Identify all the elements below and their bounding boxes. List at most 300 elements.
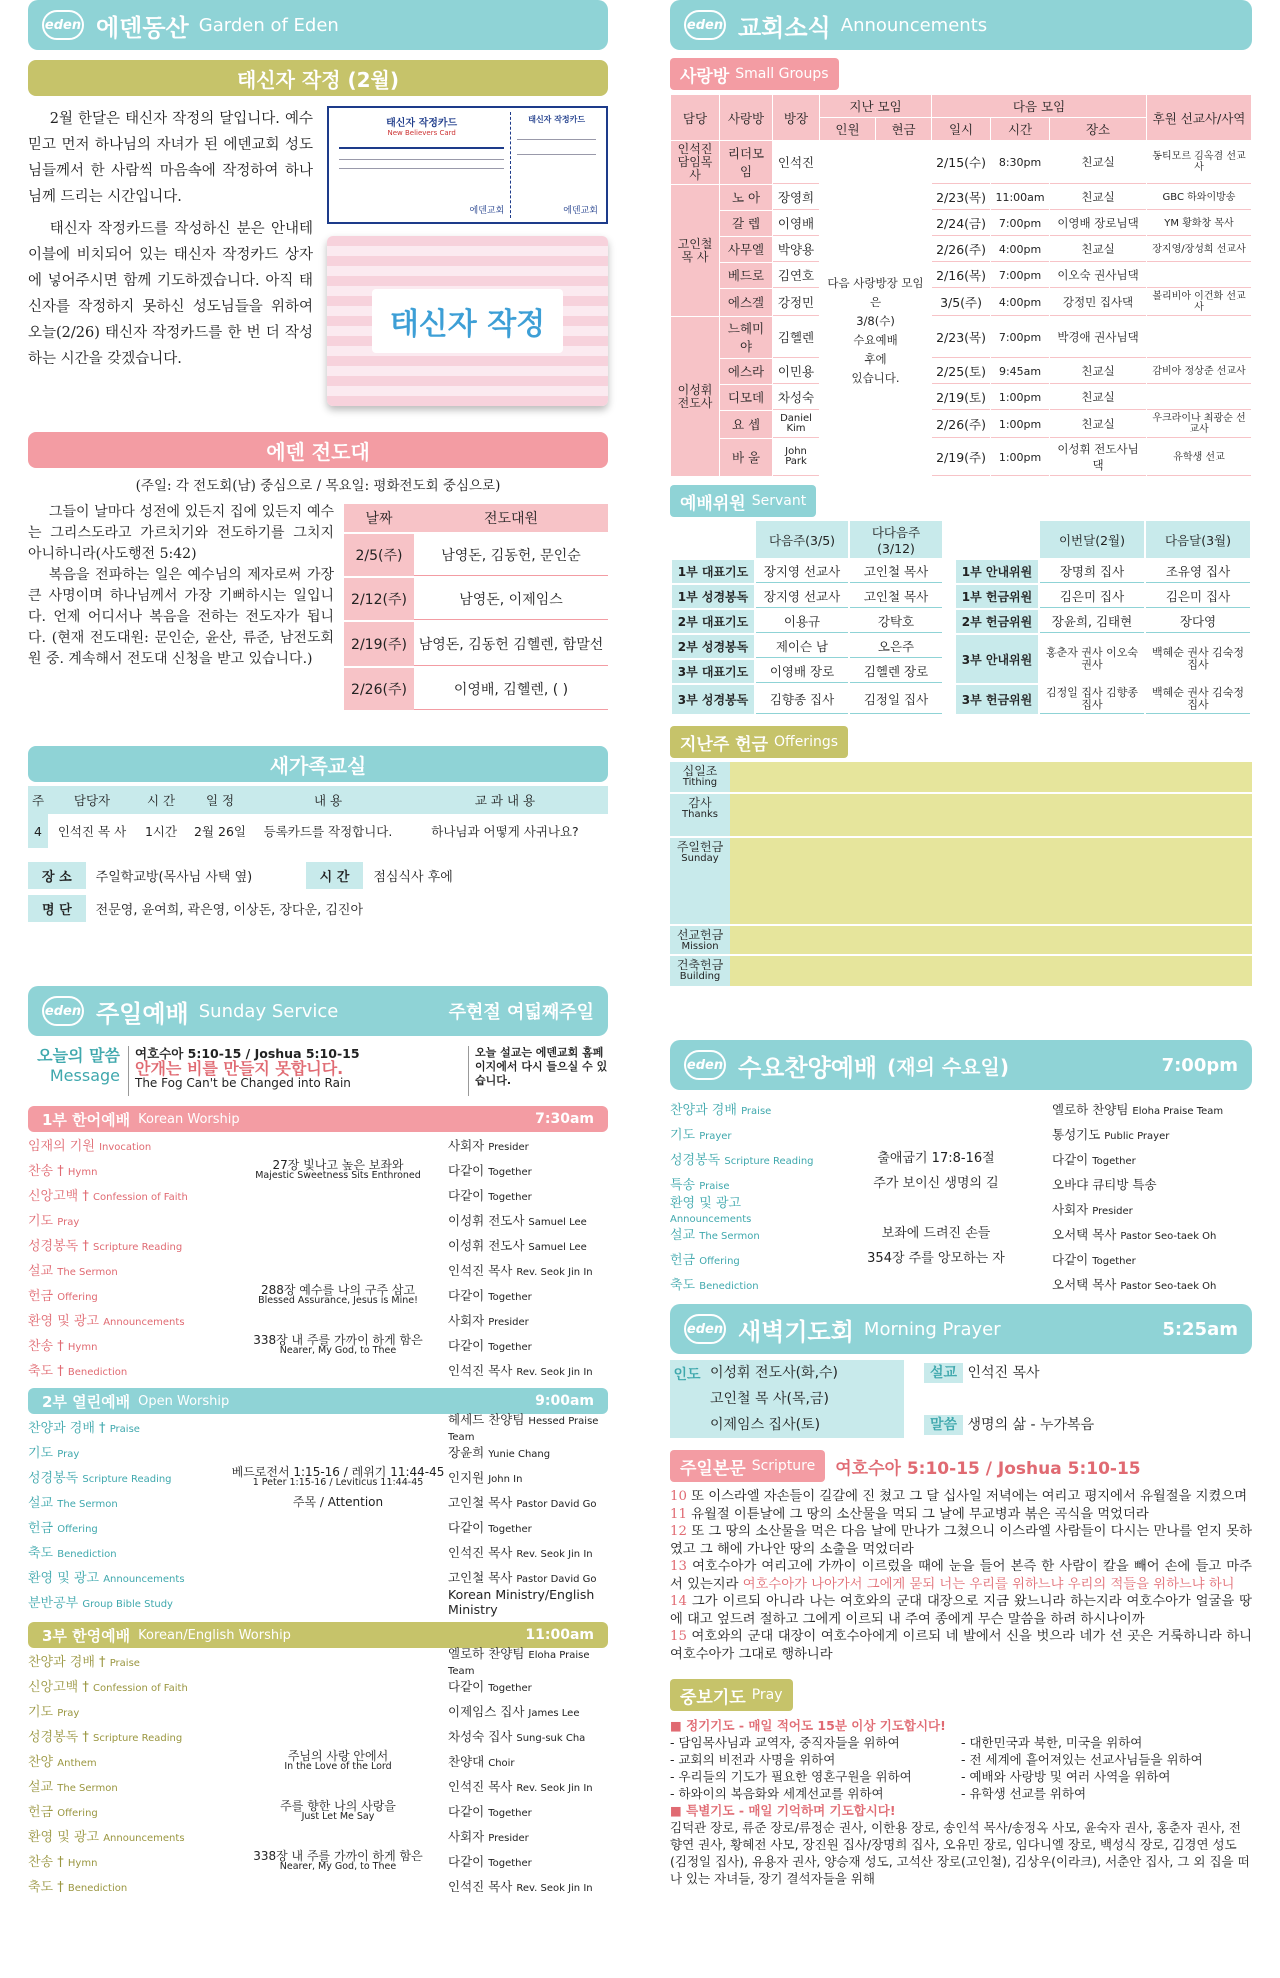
sg-place: 이영배 장로님댁 — [1050, 211, 1146, 236]
worship-item-ko: 설교 — [28, 1264, 54, 1279]
morning-title: 새벽기도회 — [738, 1317, 854, 1346]
worship-item-leader — [448, 1443, 608, 1461]
worship-leader-ko: 고인철 목사 — [448, 1494, 513, 1510]
verse-text-2: 네 발에서 신을 벗으라 네가 선 곳은 거룩하니라 하니 여호수아가 그대로 행하니라 — [670, 1629, 1253, 1662]
worship-leader-ko: 다같이 — [448, 1287, 485, 1303]
sv-name: 김정일 집사 김향종 집사 — [1040, 685, 1144, 714]
sunday-title: 주일예배 — [96, 999, 189, 1028]
wed-leader-ko: 엘로하 찬양팀 — [1052, 1101, 1129, 1117]
worship-item-ko: 찬양과 경배 † — [28, 1421, 106, 1436]
worship-item-name — [28, 1751, 228, 1770]
worship-item — [28, 1823, 608, 1848]
ann-title: 교회소식 — [738, 13, 831, 42]
newfam-place-row — [28, 862, 608, 889]
w1-title: 1부 한어예배 — [42, 1110, 131, 1129]
wed-leader-en: Pastor Seo-taek Oh — [1120, 1280, 1217, 1292]
offering-label-ko: 주일헌금 — [676, 840, 724, 854]
sg-missionary — [1147, 263, 1251, 288]
word-label: 말씀 — [924, 1415, 963, 1435]
wed-leader-ko: 오서택 목사 — [1052, 1226, 1117, 1242]
newfam-cell: 1시간 — [144, 824, 178, 839]
offering-label-en: Building — [679, 971, 721, 982]
offering-value — [730, 794, 1252, 836]
wed-leader-en: Together — [1092, 1155, 1136, 1167]
worship-leader-ko: 이제임스 집사 — [448, 1703, 525, 1719]
worship-item-ko: 헌금 — [28, 1521, 54, 1536]
sg-time: 1:00pm — [991, 411, 1049, 438]
sg-place: 이오숙 권사님댁 — [1050, 263, 1146, 288]
w2-time: 9:00am — [535, 1393, 594, 1409]
scripture-reference: 여호수아 5:10-15 / Joshua 5:10-15 — [835, 1458, 1141, 1479]
sv-role: 2부 성경봉독 — [672, 635, 754, 658]
sg-row — [671, 289, 1251, 316]
sv-head: 다음주(3/5) — [756, 521, 848, 558]
worship-item-ko: 신앙고백 † — [28, 1189, 89, 1204]
evang-date: 2/19(주) — [344, 622, 414, 666]
sg-date: 2/25(토) — [932, 359, 990, 384]
wed-item-en: Prayer — [699, 1131, 732, 1142]
sg-missionary: 동티모르 김옥겸 선교사 — [1147, 141, 1251, 184]
small-groups-table — [670, 94, 1252, 477]
worship-item-ko: 축도 † — [28, 1364, 64, 1379]
sg-group: 느헤미야 — [720, 317, 772, 358]
sg-head: 지난 모임 — [820, 95, 931, 117]
unborn-card-image — [327, 106, 608, 224]
worship-item-en: Praise — [109, 1658, 140, 1669]
worship-item-ko: 기도 — [28, 1446, 54, 1461]
lead-list — [704, 1360, 904, 1438]
wed-item-leader — [1052, 1250, 1252, 1268]
worship-item-en: Hymn — [67, 1858, 98, 1869]
sv-head: 다다음주(3/12) — [850, 521, 942, 558]
worship-item-ko: 찬송 † — [28, 1164, 64, 1179]
worship-item-content — [228, 1159, 448, 1181]
offering-label — [670, 794, 730, 836]
worship-content-ko: 338장 내 주를 가까이 하게 함은 — [253, 1332, 423, 1347]
worship-content-en: Majestic Sweetness Sits Enthroned — [255, 1169, 421, 1181]
verse — [670, 1593, 1252, 1628]
message-title: 안개는 비를 만들지 못합니다. — [135, 1059, 344, 1078]
worship-leader-ko: 사회자 — [448, 1828, 485, 1844]
sv-name: 강탁호 — [850, 610, 942, 633]
wed-item-en: Scripture Reading — [724, 1156, 814, 1167]
worship-item-leader — [448, 1361, 608, 1379]
sg-missionary — [1147, 385, 1251, 410]
sg-row — [671, 141, 1251, 184]
wed-time: 7:00pm — [1161, 1054, 1238, 1076]
sg-place: 친교실 — [1050, 359, 1146, 384]
worship-leader-ko: 인석진 목사 — [448, 1778, 513, 1794]
worship-item-leader — [448, 1161, 608, 1179]
lead-item: 고인철 목 사(목,금) — [710, 1391, 829, 1407]
newfam-head: 일 정 — [205, 793, 235, 808]
place-value: 주일학교방(목사님 사택 옆) — [95, 870, 253, 885]
wed-leader-en: Presider — [1092, 1205, 1133, 1217]
worship-item-leader — [448, 1311, 608, 1329]
sg-missionary: YM 황화창 목사 — [1147, 211, 1251, 236]
evang-table — [344, 502, 608, 712]
wed-item-en: Offering — [699, 1256, 740, 1267]
worship-item-leader — [448, 1518, 608, 1536]
worship-item-ko: 신앙고백 † — [28, 1680, 89, 1695]
worship-item-en: Benediction — [67, 1883, 128, 1894]
time-value: 점심식사 후에 — [373, 870, 453, 885]
sv-tag-label: 예배위원 — [680, 493, 746, 514]
of-tag-label: 지난주 헌금 — [680, 734, 769, 755]
worship-item-name — [28, 1335, 228, 1354]
sv-name: 이영배 장로 — [756, 660, 848, 683]
newfam-head: 내 용 — [313, 793, 343, 808]
eden-logo-icon: eden — [684, 1314, 726, 1344]
verse-text: 그가 이르되 아니라 나는 여호와의 군대 대장으로 지금 왔느니라 하는지라 — [691, 1594, 1122, 1609]
worship-item-content — [228, 1496, 448, 1508]
sg-row — [671, 359, 1251, 384]
worship-item — [28, 1773, 608, 1798]
worship-item-ko: 설교 — [28, 1780, 54, 1795]
wed-leader-ko: 다같이 — [1052, 1251, 1089, 1267]
prayer-item: - 교회의 비전과 사명을 위하여 — [670, 1752, 836, 1767]
sv-gap — [944, 660, 954, 683]
sv-name: 고인철 목사 — [850, 560, 942, 583]
sg-missionary: 감비아 정상준 선교사 — [1147, 359, 1251, 384]
wed-item — [670, 1096, 1252, 1121]
worship-item-leader — [448, 1777, 608, 1795]
worship-content-en: In the Love of the Lord — [284, 1760, 392, 1772]
sg-place: 강정민 집사댁 — [1050, 289, 1146, 316]
worship-item-name — [28, 1210, 228, 1229]
sv-role: 3부 안내위원 — [956, 635, 1038, 683]
worship-leader-en: Samuel Lee — [528, 1216, 587, 1228]
box-label: 태신자 작정 — [372, 289, 563, 353]
worship-item-content — [228, 1284, 448, 1306]
worship-item-leader — [448, 1336, 608, 1354]
worship-item-ko: 헌금 — [28, 1805, 54, 1820]
worship-leader-ko: 다같이 — [448, 1678, 485, 1694]
sg-group: 리더모임 — [720, 141, 772, 184]
wed-item — [670, 1146, 1252, 1171]
sg-row — [671, 263, 1251, 288]
worship-item — [28, 1439, 608, 1464]
sg-host: 강정민 — [773, 289, 819, 316]
worship-item-ko: 성경봉독 — [28, 1471, 79, 1486]
worship-item-name — [28, 1517, 228, 1536]
message-box — [28, 1046, 608, 1096]
worship-item-leader — [448, 1852, 608, 1870]
right-column — [670, 0, 1252, 1887]
worship-item-ko: 환영 및 광고 — [28, 1571, 100, 1586]
wed-item-ko: 성경봉독 — [670, 1153, 721, 1168]
worship-item — [28, 1564, 608, 1589]
sg-date: 2/15(수) — [932, 141, 990, 184]
worship-leader-en: Eloha Praise Team — [448, 1650, 590, 1677]
sg-host: 이민용 — [773, 359, 819, 384]
worship-leader-ko: 차성숙 집사 — [448, 1728, 513, 1744]
offering-label-en: Sunday — [681, 853, 719, 864]
sg-tag-label: 사랑방 — [680, 66, 730, 87]
place-label: 장 소 — [28, 862, 86, 889]
worship-item-en: Pray — [57, 1708, 80, 1719]
message-title-en: The Fog Can't be Changed into Rain — [135, 1076, 351, 1090]
sunday-subtitle: Sunday Service — [198, 1000, 339, 1022]
pray-tag — [670, 1679, 793, 1711]
worship-leader-en: Pastor David Go — [516, 1573, 597, 1585]
w1-time: 7:30am — [535, 1111, 594, 1127]
worship-item-name — [28, 1160, 228, 1179]
sv-name: 장지영 선교사 — [756, 560, 848, 583]
offering-label — [670, 956, 730, 986]
worship-item-name — [28, 1542, 228, 1561]
sg-head: 장소 — [1050, 118, 1146, 140]
worship-leader-ko: 사회자 — [448, 1137, 485, 1153]
message-label-en: Message — [49, 1066, 120, 1085]
verse-number: 10 — [670, 1489, 687, 1504]
sv-role: 3부 성경봉독 — [672, 685, 754, 714]
sv-name: 장지영 선교사 — [756, 585, 848, 608]
sg-time: 1:00pm — [991, 385, 1049, 410]
worship-leader-en: Presider — [488, 1141, 529, 1153]
eden-logo-icon: eden — [684, 1050, 726, 1080]
wed-item-en: Benediction — [699, 1281, 759, 1292]
offering-label — [670, 762, 730, 792]
wed-item-en: Announcements — [670, 1213, 752, 1225]
sg-group: 에스라 — [720, 359, 772, 384]
worship-item-en: Announcements — [103, 1574, 185, 1585]
sg-head: 인원 — [820, 118, 875, 140]
worship-item — [28, 1332, 608, 1357]
sg-leader: 인석진 담임목사 — [671, 141, 719, 184]
wed-item-leader — [1052, 1225, 1252, 1243]
scripture-tag-en: Scripture — [751, 1458, 816, 1474]
sermon-value: 인석진 목사 — [967, 1365, 1040, 1381]
sv-gap — [944, 610, 954, 633]
servant-table — [670, 519, 1252, 716]
worship-item — [28, 1357, 608, 1382]
sg-tag-en: Small Groups — [735, 66, 829, 82]
worship-item-leader — [448, 1727, 608, 1745]
w2-order — [28, 1412, 608, 1617]
sg-last-note-line: 후에 — [864, 351, 887, 366]
worship-item-name — [28, 1776, 228, 1795]
worship-item-en: Confession of Faith — [93, 1192, 188, 1203]
wed-item — [670, 1271, 1252, 1296]
unborn-text-2: 태신자 작정카드를 작성하신 분은 안내테이블에 비치되어 있는 태신자 작정카드 상자에 넣어주시면 함께 기도하겠습니다. 아직 태신자를 작정하지 못하신 성도님들을 위하여 오늘(2/26) 태신자 작정카드를 한 번 더 작성하는 시간을 갖겠습니다. — [28, 221, 313, 367]
wed-item-en: Praise — [741, 1106, 772, 1117]
worship-item-en: Scripture Reading — [82, 1474, 172, 1485]
sg-head: 다음 모임 — [932, 95, 1146, 117]
worship-leader-ko: 다같이 — [448, 1803, 485, 1819]
sg-head: 후원 선교사/사역 — [1147, 95, 1251, 140]
sv-name: 고인철 목사 — [850, 585, 942, 608]
worship-item-en: Pray — [57, 1449, 80, 1460]
worship-item-leader — [448, 1543, 608, 1561]
worship-item-en: Offering — [57, 1524, 98, 1535]
wed-item-ko: 축도 — [670, 1278, 696, 1293]
worship-item-en: Scripture Reading — [93, 1242, 183, 1253]
sv-role: 1부 안내위원 — [956, 560, 1038, 583]
sg-group: 바 울 — [720, 439, 772, 476]
worship-leader-en: Together — [488, 1291, 532, 1303]
worship-leader-en: Choir — [488, 1757, 515, 1769]
worship-item-leader — [448, 1644, 608, 1677]
worship-item-ko: 기도 — [28, 1214, 54, 1229]
worship-item-leader — [448, 1493, 608, 1511]
sg-row — [671, 185, 1251, 210]
sg-row — [671, 237, 1251, 262]
worship-item-leader — [448, 1568, 608, 1586]
scripture-tag-label: 주일본문 — [680, 1458, 746, 1479]
offering-row — [670, 762, 1252, 792]
sg-missionary: 우크라이나 최광순 선교사 — [1147, 411, 1251, 438]
sg-time: 4:00pm — [991, 237, 1049, 262]
sg-date: 2/23(목) — [932, 317, 990, 358]
worship-item-en: The Sermon — [57, 1267, 118, 1278]
worship-item-ko: 찬양 — [28, 1755, 54, 1770]
morning-time: 5:25am — [1162, 1318, 1238, 1340]
sg-leader: 고인철 목 사 — [671, 185, 719, 316]
offering-value — [730, 762, 1252, 792]
worship-content-en: Blessed Assurance, Jesus is Mine! — [258, 1294, 418, 1306]
sv-tag — [670, 485, 816, 517]
worship-item-en: Confession of Faith — [93, 1683, 188, 1694]
wed-item-leader — [1052, 1200, 1252, 1218]
morning-header — [670, 1304, 1252, 1354]
worship-item — [28, 1586, 608, 1617]
worship-leader-en: Rev. Seok Jin In — [516, 1782, 593, 1794]
sg-head: 일시 — [932, 118, 990, 140]
wed-item — [670, 1246, 1252, 1271]
worship-item-content — [228, 1750, 448, 1772]
lead-item: 이제임스 집사(토) — [710, 1417, 821, 1433]
eden-logo-icon: eden — [42, 10, 84, 40]
worship-leader-en: Pastor David Go — [516, 1498, 597, 1510]
worship-leader-en: Samuel Lee — [528, 1241, 587, 1253]
sg-missionary: GBC 하와이방송 — [1147, 185, 1251, 210]
sg-tag — [670, 58, 839, 90]
w1-subtitle: Korean Worship — [138, 1111, 240, 1127]
worship-item-ko: 축도 † — [28, 1880, 64, 1895]
worship-item — [28, 1723, 608, 1748]
worship-content-ko: 주목 / Attention — [292, 1494, 384, 1509]
message-label: 오늘의 말씀 — [37, 1046, 120, 1065]
worship-leader-ko: 사회자 — [448, 1312, 485, 1328]
worship-item — [28, 1646, 608, 1677]
worship-item — [28, 1673, 608, 1698]
evang-members: 남영돈, 김동헌 김헬렌, 함말선 — [414, 622, 608, 666]
worship-leader-ko: 찬양대 — [448, 1753, 485, 1769]
worship-item-name — [28, 1701, 228, 1720]
sv-gap — [944, 585, 954, 608]
sg-last-note — [820, 185, 931, 476]
worship-item-leader — [448, 1587, 608, 1617]
sg-place: 이성휘 전도사님댁 — [1050, 439, 1146, 476]
eden-subtitle: Garden of Eden — [198, 14, 339, 36]
special-prayer-text: 김덕관 장로, 류준 장로/류정순 권사, 이한용 장로, 송인석 목사/송정옥 사모, 윤숙자 권사, 홍춘자 권사, 전향연 권사, 황혜전 사모, 장진원 집사/장명희 집사, 오유민 장로, 임다니엘 장로, 백성식 장로, 김경연 성도(김정일 집사), 유용자 권사, 양승재 성도, 고석산 장로(고인철), 김상우(이라크), 서춘안 집사, 그 외 집을 떠나 있는 자녀들, 장기 결석자들을 위해 — [670, 1820, 1250, 1886]
verse-text: 유월절 이튿날에 그 땅의 소산물을 먹되 그 날에 무교병과 볶은 곡식을 먹었더라 — [691, 1506, 1149, 1522]
sv-name: 이용규 — [756, 610, 848, 633]
worship-item-en: Invocation — [99, 1142, 152, 1153]
worship-item — [28, 1489, 608, 1514]
worship-leader-ko: 인석진 목사 — [448, 1878, 513, 1894]
worship-item-leader — [448, 1752, 608, 1770]
verse-number: 11 — [670, 1506, 687, 1522]
sg-group: 베드로 — [720, 263, 772, 288]
sg-time: 4:00pm — [991, 289, 1049, 316]
worship-item-ko: 성경봉독 † — [28, 1730, 89, 1745]
worship-item-name — [28, 1676, 228, 1695]
worship-leader-en: James Lee — [528, 1707, 580, 1719]
sg-host: 차성숙 — [773, 385, 819, 410]
worship-item-leader — [448, 1410, 608, 1443]
newfam-table — [28, 786, 608, 848]
sv-name: 김헬렌 장로 — [850, 660, 942, 683]
wed-leader-en: Eloha Praise Team — [1132, 1105, 1224, 1117]
worship-item-content — [228, 1334, 448, 1356]
offering-row — [670, 794, 1252, 836]
sg-date: 2/24(금) — [932, 211, 990, 236]
worship-item-en: Announcements — [103, 1833, 185, 1844]
wed-item-en: Praise — [699, 1181, 730, 1192]
sg-place: 박경애 권사님댁 — [1050, 317, 1146, 358]
sg-row — [671, 411, 1251, 438]
worship-content-en: 1 Peter 1:15-16 / Leviticus 11:44-45 — [252, 1476, 424, 1488]
worship-item-en: The Sermon — [57, 1499, 118, 1510]
w2-subtitle: Open Worship — [138, 1393, 230, 1409]
sg-missionary: 유학생 선교 — [1147, 439, 1251, 476]
worship-item-name — [28, 1651, 228, 1670]
offering-label-ko: 십일조 — [682, 764, 718, 778]
sv-name: 장명희 집사 — [1040, 560, 1144, 583]
evang-date: 2/26(주) — [344, 668, 414, 710]
sg-group: 갈 렙 — [720, 211, 772, 236]
sg-host: 장영희 — [773, 185, 819, 210]
worship-leader-en: Presider — [488, 1316, 529, 1328]
worship-item-ko: 기도 — [28, 1705, 54, 1720]
sg-head: 사랑방 — [720, 95, 772, 140]
worship-item-leader — [448, 1136, 608, 1154]
worship-item-leader — [448, 1236, 608, 1254]
prayer-item: - 유학생 선교를 위하여 — [961, 1786, 1087, 1801]
worship-item-en: Benediction — [57, 1549, 117, 1560]
newfam-cell: 하나님과 어떻게 사귀나요? — [431, 824, 579, 839]
evang-subtitle: (주일: 각 전도회(남) 중심으로 / 목요일: 평화전도회 중심으로) — [135, 478, 501, 494]
wed-item-ko: 설교 — [670, 1228, 696, 1243]
offering-label-ko: 선교헌금 — [676, 928, 724, 942]
worship-content-ko: 338장 내 주를 가까이 하게 함은 — [253, 1848, 423, 1863]
worship-item-name — [28, 1467, 228, 1486]
worship-item-name — [28, 1826, 228, 1845]
worship-leader-ko: 엘로하 찬양팀 — [448, 1646, 525, 1661]
sunday-season: 주현절 여덟째주일 — [448, 1002, 594, 1023]
wed-item-leader — [1052, 1100, 1252, 1118]
lead-item: 이성휘 전도사(화,수) — [710, 1365, 839, 1381]
worship-leader-en: Together — [488, 1166, 532, 1178]
worship-leader-en: Rev. Seok Jin In — [516, 1882, 593, 1894]
sv-gap — [944, 685, 954, 714]
offering-value — [730, 926, 1252, 954]
evang-text: 그들이 날마다 성전에 있든지 집에 있든지 예수는 그리스도라고 가르치기와 전도하기를 그치지 아니하니라(사도행전 5:42) — [28, 504, 334, 562]
worship-item — [28, 1873, 608, 1898]
worship-item-name — [28, 1592, 228, 1611]
scripture-head — [670, 1450, 1252, 1482]
offering-row — [670, 838, 1252, 924]
sg-last-note-line: 3/8(수) — [856, 313, 895, 328]
evang-members: 이영배, 김헬렌, ( ) — [414, 668, 608, 710]
sv-role: 1부 헌금위원 — [956, 585, 1038, 608]
sg-time: 8:30pm — [991, 141, 1049, 184]
sg-place: 친교실 — [1050, 141, 1146, 184]
worship-leader-ko: 이성휘 전도사 — [448, 1212, 525, 1228]
worship-item — [28, 1307, 608, 1332]
